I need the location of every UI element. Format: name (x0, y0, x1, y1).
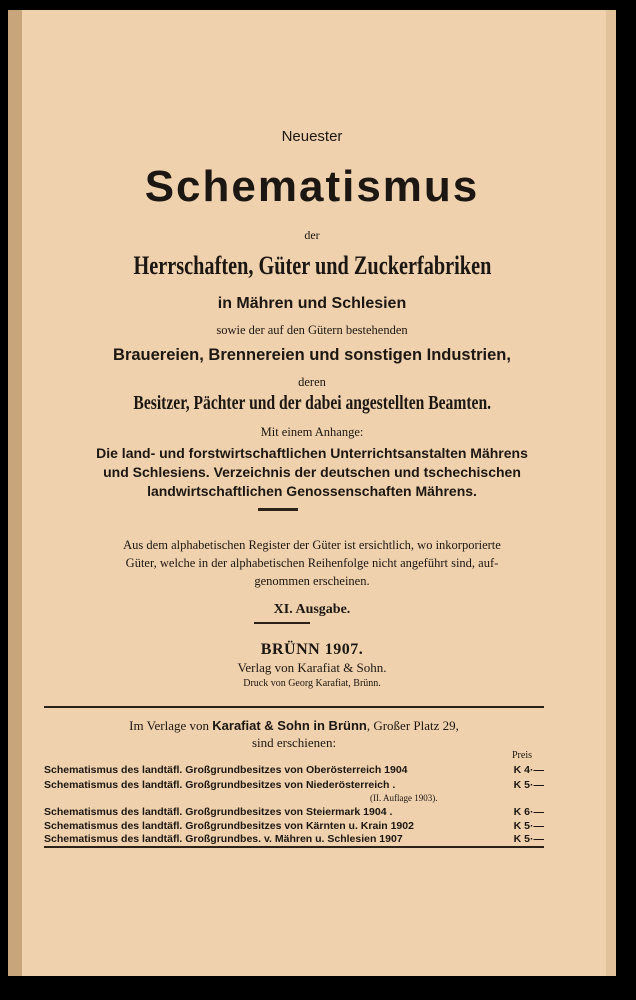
anhang-line-2: und Schlesiens. Verzeichnis der deutschen und tschechischen (103, 464, 521, 480)
advert-item-price: K 5·— (513, 779, 544, 791)
advert-item-price: K 5·— (513, 833, 544, 845)
edition-rule (254, 622, 310, 624)
advert-item-price: K 5·— (513, 820, 544, 832)
advert-price-header: Preis (512, 750, 532, 761)
anhang-intro: Mit einem Anhange: (260, 425, 364, 439)
ornament-separator (258, 508, 298, 511)
anhang-line-1: Die land- und forstwirtschaftlichen Unterrichtsanstalten Mährens (96, 445, 528, 461)
title-der: der (304, 228, 320, 242)
advert-item-title: Schematismus des landtäfl. Großgrundbesitzes von Niederösterreich . (44, 779, 396, 791)
advert-item-title: Schematismus des landtäfl. Großgrundbesitzes von Steiermark 1904 . (44, 806, 393, 818)
title-schematismus: Schematismus (144, 162, 480, 211)
notice-line-1: Aus dem alphabetischen Register der Güter ist ersichtlich, wo inkorporierte (123, 538, 501, 552)
advert-intro-start: Im Verlage von (129, 718, 213, 733)
imprint-printer: Druck von Georg Karafiat, Brünn. (243, 678, 381, 689)
notice-line-2: Güter, welche in der alphabetischen Reihenfolge nicht angeführt sind, auf- (125, 556, 499, 570)
advert-item-title: Schematismus des landtäfl. Großgrundbes. v. Mähren u. Schlesien 1907 (44, 833, 403, 845)
title-deren: deren (298, 375, 326, 389)
advert-publisher: Karafiat & Sohn in Brünn (212, 718, 367, 733)
advert-item-price: K 4·— (513, 764, 544, 776)
edition: XI. Ausgabe. (273, 602, 351, 617)
title-besitzer: Besitzer, Pächter und der dabei angestellten Beamten. (133, 392, 491, 414)
advert-item-title: Schematismus des landtäfl. Großgrundbesitzes von Kärnten u. Krain 1902 (44, 820, 414, 832)
advert-item-price: K 6·— (513, 806, 544, 818)
imprint-publisher: Verlag von Karafiat & Sohn. (237, 660, 387, 675)
title-herrschaften: Herrschaften, Güter und Zuckerfabriken (133, 251, 491, 280)
advert-intro-end: , Großer Platz 29, (366, 718, 459, 733)
imprint-place-year: BRÜNN 1907. (260, 641, 364, 658)
title-sowie: sowie der auf den Gütern bestehenden (216, 323, 408, 337)
notice-line-3: genommen erscheinen. (254, 574, 370, 588)
title-region: in Mähren und Schlesien (217, 295, 407, 312)
title-page (8, 10, 616, 976)
title-neuester: Neuester (281, 128, 343, 145)
advert-intro (44, 718, 544, 734)
advert-intro-line-2: sind erschienen: (251, 735, 337, 750)
advert-item-title: Schematismus des landtäfl. Großgrundbesitzes von Oberösterreich 1904 (44, 764, 408, 776)
advert-edition-note: (II. Auflage 1903). (370, 793, 438, 803)
publisher-advert (44, 706, 544, 848)
anhang-line-3: landwirtschaftlichen Genossenschaften Mährens. (147, 483, 477, 499)
title-brauereien: Brauereien, Brennereien und sonstigen Industrien, (113, 346, 511, 364)
